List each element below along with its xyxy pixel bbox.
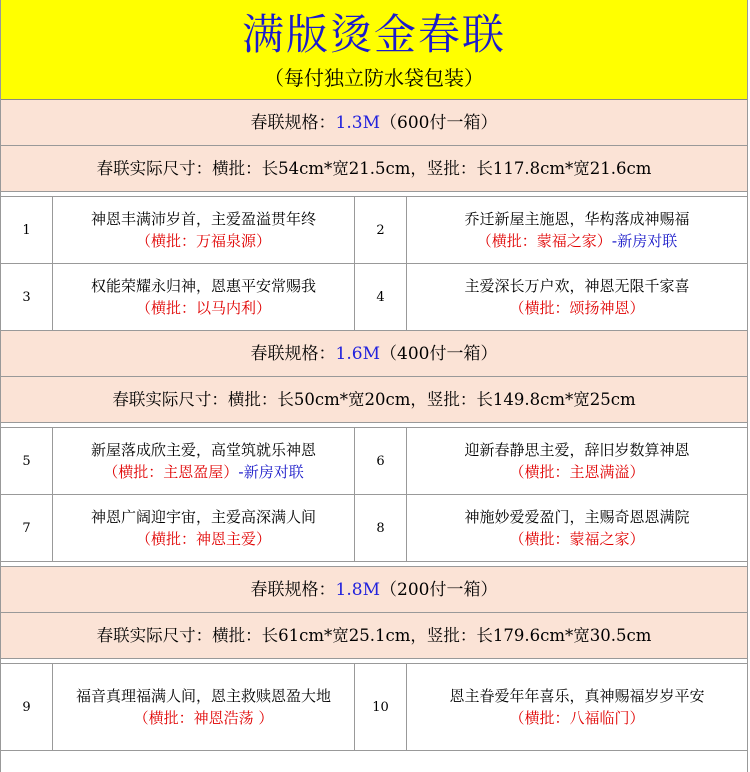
couplet-cell	[53, 428, 355, 494]
spec-band	[1, 331, 747, 377]
item-number: 9	[1, 664, 53, 750]
couplet-hengpi: （横批：颂扬神恩）	[509, 299, 645, 317]
couplet-hengpi: （横批：主恩盈屋）	[103, 463, 239, 481]
header	[1, 0, 747, 100]
couplet-verse: 主爱深长万户欢，神恩无限千家喜	[464, 277, 690, 295]
spec-band	[1, 100, 747, 146]
item-number: 4	[355, 264, 407, 330]
size-band	[1, 146, 747, 192]
couplet-tag: -新房对联	[611, 232, 678, 250]
item-number: 2	[355, 197, 407, 263]
spec-suffix: （200付一箱）	[380, 580, 498, 600]
page-title: 满版烫金春联	[241, 10, 506, 59]
couplet-hengpi: （横批：主恩满溢）	[509, 463, 645, 481]
couplet-verse: 乔迁新屋主施恩，华构落成神赐福	[464, 210, 690, 228]
couplet-hengpi: （横批：蒙福之家）	[509, 530, 645, 548]
item-number: 6	[355, 428, 407, 494]
size-text: 春联实际尺寸：横批：长50cm*宽20cm，竖批：长149.8cm*宽25cm	[112, 390, 636, 409]
couplet-verse: 新屋落成欣主爱，高堂筑就乐神恩	[90, 441, 316, 459]
spec-size: 1.6M	[335, 344, 380, 364]
size-text: 春联实际尺寸：横批：长54cm*宽21.5cm，竖批：长117.8cm*宽21.6cm	[96, 159, 652, 178]
table-row	[1, 197, 747, 264]
table-row	[1, 664, 747, 751]
couplet-verse: 神施妙爱爱盈门，主赐奇恩恩满院	[464, 508, 690, 526]
size-band	[1, 613, 747, 659]
couplet-verse: 神恩丰满沛岁首，主爱盈溢贯年终	[90, 210, 316, 228]
spec-band	[1, 567, 747, 613]
item-number: 1	[1, 197, 53, 263]
couplet-hengpi: （横批：八福临门）	[509, 709, 645, 727]
table-row	[1, 264, 747, 331]
couplet-cell	[53, 495, 355, 561]
spec-prefix: 春联规格：	[250, 580, 336, 600]
couplet-hengpi: （横批：神恩主爱）	[135, 530, 271, 548]
couplet-tag: -新房对联	[238, 463, 304, 481]
item-number: 7	[1, 495, 53, 561]
couplet-verse: 恩主眷爱年年喜乐，真神赐福岁岁平安	[449, 687, 705, 705]
size-text: 春联实际尺寸：横批：长61cm*宽25.1cm，竖批：长179.6cm*宽30.5cm	[96, 626, 652, 645]
couplet-cell	[53, 264, 355, 330]
spec-suffix: （600付一箱）	[380, 113, 498, 133]
page-subtitle: （每付独立防水袋包装）	[264, 66, 484, 90]
item-number: 10	[355, 664, 407, 750]
spec-size: 1.3M	[335, 113, 380, 133]
item-number: 3	[1, 264, 53, 330]
couplet-hengpi: （横批：神恩浩荡 ）	[133, 709, 274, 727]
couplet-hengpi: （横批：蒙福之家）	[476, 232, 612, 250]
couplet-cell	[407, 495, 747, 561]
couplet-verse: 神恩广阔迎宇宙，主爱高深满人间	[90, 508, 316, 526]
couplet-cell	[407, 428, 747, 494]
spec-prefix: 春联规格：	[250, 113, 336, 133]
couplet-hengpi: （横批：万福泉源）	[135, 232, 271, 250]
couplet-verse: 迎新春静思主爱，辞旧岁数算神恩	[464, 441, 690, 459]
couplet-cell	[407, 664, 747, 750]
couplet-verse: 权能荣耀永归神，恩惠平安常赐我	[90, 277, 316, 295]
couplet-cell	[53, 197, 355, 263]
item-number: 8	[355, 495, 407, 561]
item-number: 5	[1, 428, 53, 494]
couplet-verse: 福音真理福满人间，恩主救赎恩盈大地	[75, 687, 331, 705]
spec-size: 1.8M	[335, 580, 380, 600]
spec-suffix: （400付一箱）	[380, 344, 498, 364]
size-band	[1, 377, 747, 423]
spec-prefix: 春联规格：	[250, 344, 336, 364]
couplet-cell	[53, 664, 355, 750]
couplet-cell	[407, 264, 747, 330]
couplet-cell	[407, 197, 747, 263]
table-row	[1, 495, 747, 562]
couplet-hengpi: （横批：以马内利）	[135, 299, 271, 317]
table-row	[1, 428, 747, 495]
